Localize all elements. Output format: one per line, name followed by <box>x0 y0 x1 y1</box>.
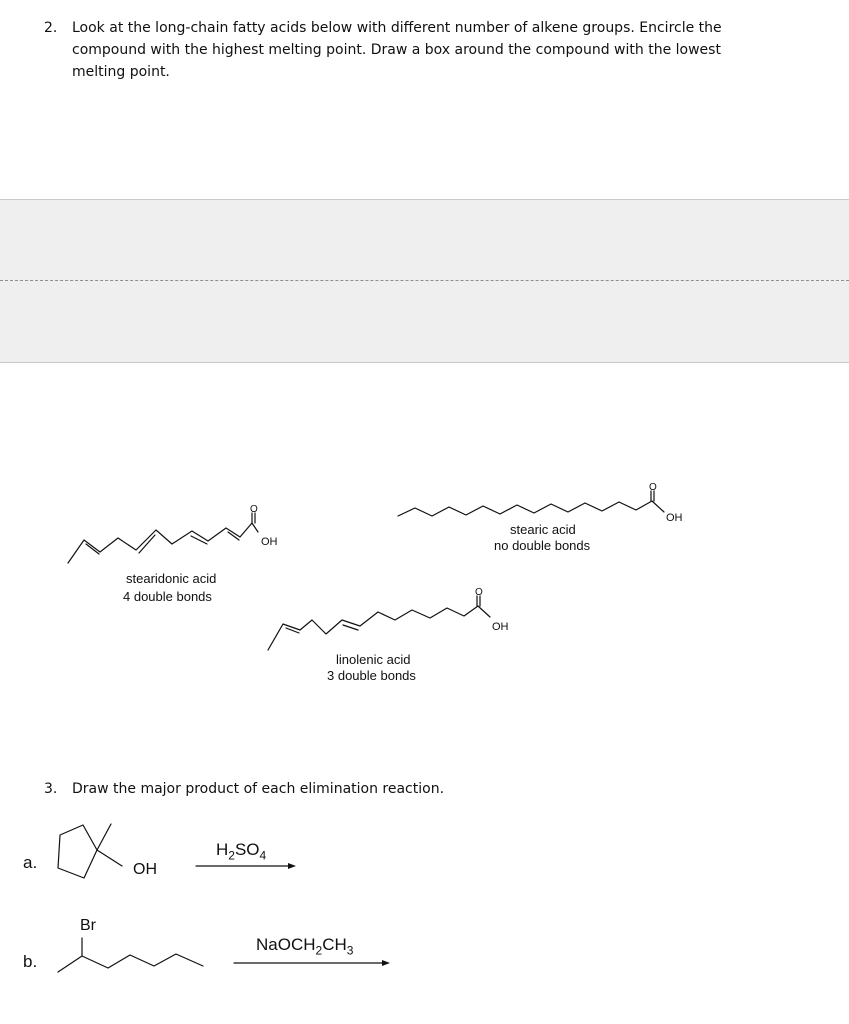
reaction-a-substrate <box>58 824 122 878</box>
stearic-carbonyl-o: O <box>649 482 657 493</box>
stearic-acid-structure <box>398 491 664 516</box>
stearidonic-carbonyl-o: O <box>250 504 258 515</box>
linolenic-carbonyl-o: O <box>475 587 483 598</box>
stearidonic-bonds: 4 double bonds <box>123 589 212 604</box>
reaction-a-reagent: $H_2SO_4$ <box>216 840 267 863</box>
question-text: Look at the long-chain fatty acids below with different number of alkene groups. Encircle the compound with the highest melting point. Draw a box around the compound with the lowest melting point. <box>72 20 722 80</box>
linolenic-oh: OH <box>492 621 509 633</box>
reaction-b-label: b. <box>23 952 38 971</box>
stearic-oh: OH <box>666 512 683 524</box>
question-text: Draw the major product of each elimination reaction. <box>72 781 445 797</box>
reaction-a-arrow <box>196 863 296 869</box>
reaction-b-substrate <box>58 938 203 972</box>
reaction-b-reagent: $NaOCH_2CH_3$ <box>256 935 354 958</box>
stearidonic-name: stearidonic acid <box>126 571 217 586</box>
linolenic-bonds: 3 double bonds <box>327 668 416 683</box>
reaction-b-br: Br <box>80 917 96 934</box>
linolenic-name: linolenic acid <box>336 652 411 667</box>
stearidonic-acid-structure <box>68 513 258 563</box>
question-number: 2. <box>44 20 58 36</box>
stearic-bonds: no double bonds <box>494 538 591 553</box>
stearic-name: stearic acid <box>510 522 576 537</box>
reaction-b-arrow <box>234 960 390 966</box>
stearidonic-oh: OH <box>261 536 278 548</box>
reaction-a-oh: OH <box>133 861 157 878</box>
question-number: 3. <box>44 781 58 797</box>
reaction-a-label: a. <box>23 853 38 872</box>
linolenic-acid-structure <box>268 596 490 650</box>
